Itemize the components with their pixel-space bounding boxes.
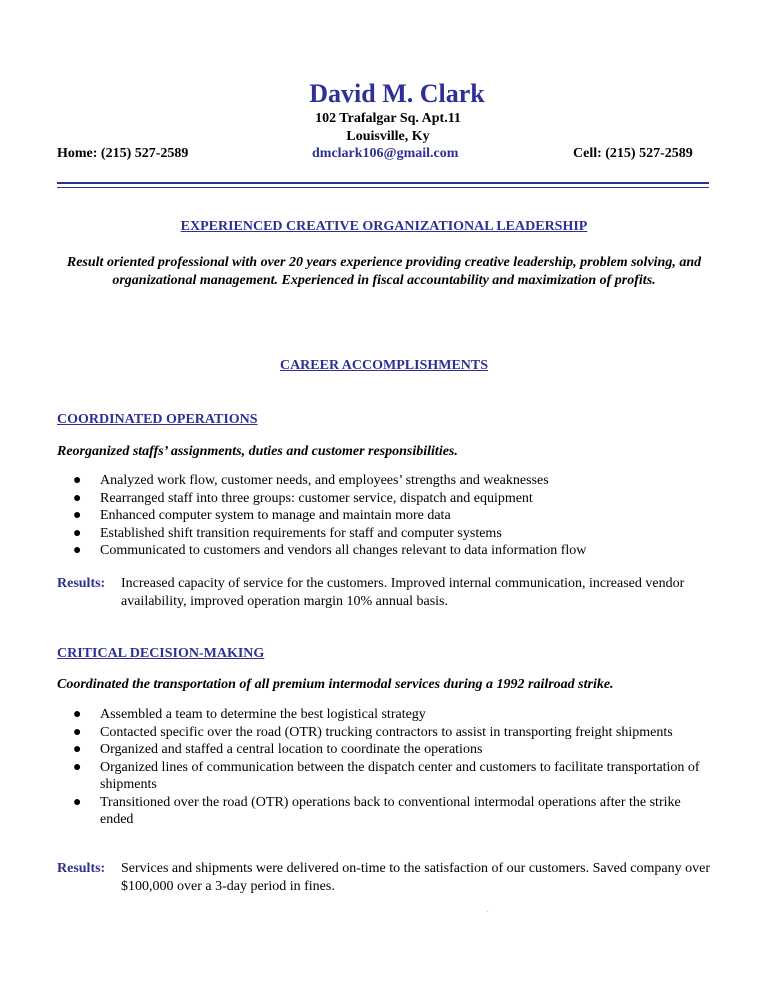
list-item [70, 794, 710, 829]
results-text: Increased capacity of service for the customers. Improved internal communication, increased vendor availability, improved operation margin 10% annual basis. [121, 576, 685, 609]
list-item-text: Assembled a team to determine the best logistical strategy [100, 707, 426, 722]
candidate-name: David M. Clark [309, 79, 485, 108]
results-critical-decision-making [57, 860, 717, 895]
address-line-1: 102 Trafalgar Sq. Apt.11 [315, 111, 461, 126]
list-item [70, 542, 710, 560]
list-item-text: Analyzed work flow, customer needs, and employees’ strengths and weaknesses [100, 473, 549, 488]
bullet-icon: ● [73, 525, 82, 541]
bullet-icon: ● [73, 490, 82, 506]
list-item [70, 472, 710, 490]
list-item [70, 525, 710, 543]
list-item-text: Rearranged staff into three groups: customer service, dispatch and equipment [100, 490, 533, 506]
list-item [70, 759, 710, 794]
bullet-icon: ● [73, 543, 82, 558]
home-phone: Home: (215) 527-2589 [57, 146, 189, 161]
footer-mark: . [487, 908, 489, 914]
bullet-icon: ● [73, 742, 82, 757]
list-item-text: Contacted specific over the road (OTR) trucking contractors to assist in transporting freight shipments [100, 724, 673, 740]
list-item [70, 724, 710, 742]
bullet-icon: ● [73, 508, 82, 523]
headline: EXPERIENCED CREATIVE ORGANIZATIONAL LEADERSHIP [180, 219, 588, 234]
list-item [70, 490, 710, 508]
bullet-icon: ● [73, 707, 82, 722]
section-title-coordinated-operations: COORDINATED OPERATIONS [57, 412, 258, 427]
bullet-list-coordinated-operations [70, 472, 710, 560]
section-subtitle-critical-decision-making: Coordinated the transportation of all premium intermodal services during a 1992 railroad strike. [57, 677, 614, 692]
bullet-list-critical-decision-making [70, 706, 710, 829]
list-item-text: Communicated to customers and vendors all changes relevant to data information flow [100, 543, 587, 558]
bullet-icon: ● [73, 759, 82, 775]
section-title-critical-decision-making: CRITICAL DECISION-MAKING [57, 646, 265, 661]
bullet-icon: ● [73, 794, 82, 810]
list-item-text: Transitioned over the road (OTR) operations back to conventional intermodal operations after the strike ended [100, 794, 681, 827]
career-heading: CAREER ACCOMPLISHMENTS [279, 358, 489, 373]
list-item-text: Established shift transition requirements for staff and computer systems [100, 525, 502, 541]
bullet-icon: ● [73, 473, 82, 488]
section-subtitle-coordinated-operations: Reorganized staffs’ assignments, duties and customer responsibilities. [57, 444, 458, 459]
bullet-icon: ● [73, 724, 82, 740]
email-link[interactable]: dmclark106@gmail.com [312, 146, 459, 161]
results-label: Results: [57, 576, 106, 591]
results-coordinated-operations [57, 575, 717, 610]
list-item [70, 741, 710, 759]
results-text: Services and shipments were delivered on-time to the satisfaction of our customers. Saved company over $100,000 over a 3-day period in fines. [121, 861, 710, 894]
list-item [70, 507, 710, 525]
cell-phone: Cell: (215) 527-2589 [573, 146, 693, 161]
address-line-2: Louisville, Ky [346, 129, 430, 144]
list-item-text: Organized lines of communication between the dispatch center and customers to facilitate transportation of shipments [100, 759, 700, 792]
summary: Result oriented professional with over 20 years experience providing creative leadership, problem solving, and organizational management. Experienced in fiscal accountability and maximization of profits. [66, 255, 702, 288]
results-label: Results: [57, 861, 106, 876]
list-item-text: Organized and staffed a central location to coordinate the operations [100, 742, 483, 757]
list-item-text: Enhanced computer system to manage and maintain more data [100, 508, 451, 523]
header-divider [57, 182, 709, 188]
list-item [70, 706, 710, 724]
